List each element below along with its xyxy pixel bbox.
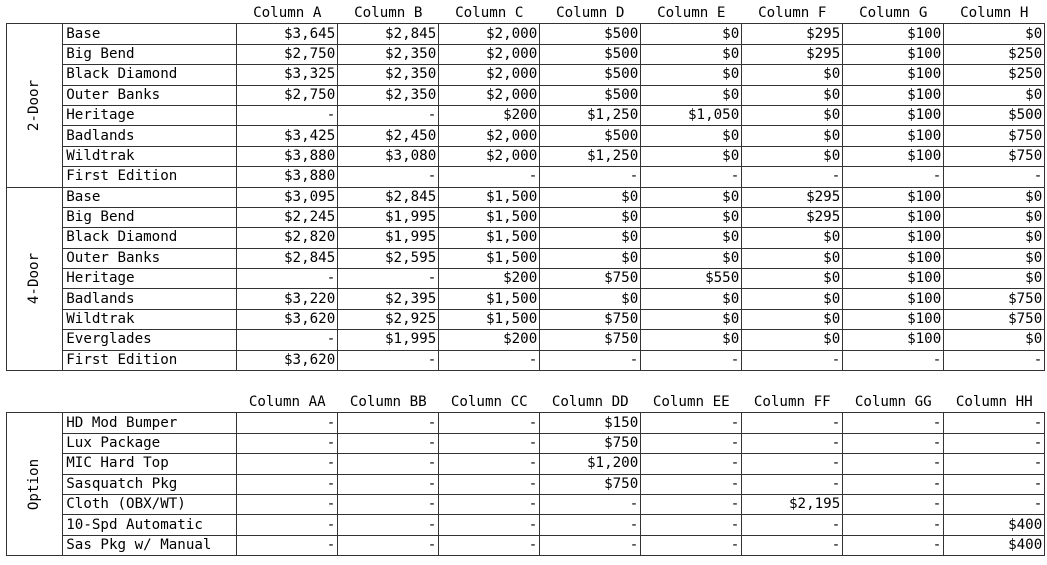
value-cell: $2,000 <box>439 146 540 166</box>
value-cell: $1,050 <box>641 105 742 125</box>
value-cell: $2,595 <box>338 248 439 268</box>
value-cell: $2,845 <box>338 24 439 44</box>
column-header-column-aa: Column AA <box>248 394 326 411</box>
value-cell: $295 <box>742 44 843 64</box>
value-cell: $0 <box>641 146 742 166</box>
value-cell: $0 <box>944 24 1045 44</box>
header-spacer <box>63 393 237 413</box>
value-cell: - <box>338 433 439 453</box>
value-cell: $3,620 <box>237 309 338 329</box>
value-cell: $3,880 <box>237 167 338 187</box>
table-row <box>7 85 1045 105</box>
value-cell: - <box>439 474 540 494</box>
row-label: Outer Banks <box>63 85 237 105</box>
value-cell: - <box>843 494 944 514</box>
value-cell: $0 <box>641 126 742 146</box>
value-cell: - <box>641 454 742 474</box>
table-row <box>7 433 1045 453</box>
value-cell: - <box>641 474 742 494</box>
value-cell: $100 <box>843 24 944 44</box>
value-cell: - <box>944 454 1045 474</box>
value-cell: $2,350 <box>338 44 439 64</box>
value-cell: - <box>742 535 843 555</box>
row-label: Wildtrak <box>63 309 237 329</box>
value-cell: $250 <box>944 65 1045 85</box>
value-cell: $100 <box>843 330 944 350</box>
value-cell: $750 <box>944 146 1045 166</box>
value-cell: $2,000 <box>439 44 540 64</box>
value-cell: $0 <box>641 187 742 207</box>
value-cell: $750 <box>944 126 1045 146</box>
value-cell: $1,995 <box>338 228 439 248</box>
value-cell: - <box>439 413 540 433</box>
value-cell: - <box>338 494 439 514</box>
row-label: Cloth (OBX/WT) <box>63 494 237 514</box>
value-cell: $1,500 <box>439 228 540 248</box>
value-cell: - <box>540 350 641 370</box>
value-cell: $0 <box>944 207 1045 227</box>
value-cell: $0 <box>641 309 742 329</box>
value-cell: $500 <box>540 126 641 146</box>
value-cell: - <box>338 413 439 433</box>
value-cell: $150 <box>540 413 641 433</box>
value-cell: - <box>944 433 1045 453</box>
row-label: MIC Hard Top <box>63 454 237 474</box>
value-cell: $3,325 <box>237 65 338 85</box>
value-cell: - <box>439 454 540 474</box>
value-cell: - <box>237 515 338 535</box>
value-cell: - <box>237 454 338 474</box>
table-row <box>7 167 1045 187</box>
value-cell: $2,000 <box>439 65 540 85</box>
row-label: Sasquatch Pkg <box>63 474 237 494</box>
value-cell: $2,195 <box>742 494 843 514</box>
value-cell: $100 <box>843 146 944 166</box>
value-cell: - <box>742 413 843 433</box>
value-cell: - <box>237 433 338 453</box>
value-cell: - <box>540 515 641 535</box>
value-cell: $0 <box>540 187 641 207</box>
value-cell: $500 <box>540 24 641 44</box>
row-label: Badlands <box>63 289 237 309</box>
value-cell: - <box>843 515 944 535</box>
value-cell: $0 <box>641 248 742 268</box>
value-cell: - <box>641 515 742 535</box>
row-label: First Edition <box>63 350 237 370</box>
table-row <box>7 126 1045 146</box>
group-label: 2-Door <box>26 79 43 132</box>
row-label: Base <box>63 187 237 207</box>
value-cell: $0 <box>540 289 641 309</box>
header-row <box>7 4 1045 24</box>
value-cell: $295 <box>742 187 843 207</box>
row-label: Everglades <box>63 330 237 350</box>
value-cell: $2,450 <box>338 126 439 146</box>
value-cell: - <box>338 350 439 370</box>
value-cell: $2,395 <box>338 289 439 309</box>
value-cell: - <box>439 494 540 514</box>
header-spacer <box>63 4 237 24</box>
table-row <box>7 474 1045 494</box>
value-cell: - <box>237 494 338 514</box>
row-label: Base <box>63 24 237 44</box>
value-cell: $0 <box>540 207 641 227</box>
value-cell: $0 <box>944 228 1045 248</box>
value-cell: $0 <box>641 44 742 64</box>
value-cell: $500 <box>944 105 1045 125</box>
value-cell: $2,820 <box>237 228 338 248</box>
value-cell: $0 <box>641 330 742 350</box>
value-cell: - <box>843 167 944 187</box>
value-cell: $0 <box>742 248 843 268</box>
value-cell: $1,500 <box>439 207 540 227</box>
value-cell: $200 <box>439 269 540 289</box>
value-cell: - <box>338 474 439 494</box>
value-cell: $100 <box>843 289 944 309</box>
value-cell: - <box>237 535 338 555</box>
value-cell: - <box>843 454 944 474</box>
value-cell: - <box>944 474 1045 494</box>
value-cell: - <box>843 535 944 555</box>
value-cell: $2,350 <box>338 65 439 85</box>
value-cell: $750 <box>944 309 1045 329</box>
value-cell: $100 <box>843 309 944 329</box>
value-cell: - <box>742 167 843 187</box>
table-row <box>7 65 1045 85</box>
value-cell: $0 <box>944 248 1045 268</box>
value-cell: $100 <box>843 44 944 64</box>
column-header-column-gg: Column GG <box>854 394 932 411</box>
value-cell: $2,350 <box>338 85 439 105</box>
value-cell: $500 <box>540 44 641 64</box>
value-cell: - <box>338 535 439 555</box>
table-row <box>7 228 1045 248</box>
group-option <box>7 413 1045 556</box>
value-cell: $0 <box>540 248 641 268</box>
value-cell: $0 <box>944 330 1045 350</box>
column-header-column-b: Column B <box>354 5 423 22</box>
value-cell: $1,500 <box>439 187 540 207</box>
value-cell: $2,750 <box>237 85 338 105</box>
value-cell: - <box>439 433 540 453</box>
value-cell: $2,925 <box>338 309 439 329</box>
table-row <box>7 454 1045 474</box>
value-cell: $100 <box>843 269 944 289</box>
value-cell: $1,250 <box>540 105 641 125</box>
value-cell: $0 <box>540 228 641 248</box>
value-cell: $0 <box>742 309 843 329</box>
value-cell: - <box>237 330 338 350</box>
row-label: Heritage <box>63 105 237 125</box>
value-cell: - <box>641 535 742 555</box>
value-cell: - <box>742 433 843 453</box>
value-cell: $0 <box>641 228 742 248</box>
value-cell: $400 <box>944 515 1045 535</box>
value-cell: $100 <box>843 105 944 125</box>
value-cell: - <box>742 515 843 535</box>
value-cell: $100 <box>843 85 944 105</box>
value-cell: $0 <box>742 330 843 350</box>
value-cell: $0 <box>742 289 843 309</box>
value-cell: - <box>742 474 843 494</box>
value-cell: $0 <box>742 85 843 105</box>
row-label: 10-Spd Automatic <box>63 515 237 535</box>
value-cell: - <box>843 474 944 494</box>
value-cell: $0 <box>641 24 742 44</box>
value-cell: $100 <box>843 65 944 85</box>
value-cell: $250 <box>944 44 1045 64</box>
table-row <box>7 44 1045 64</box>
value-cell: - <box>944 167 1045 187</box>
value-cell: $1,995 <box>338 330 439 350</box>
group-4-door <box>7 187 1045 371</box>
row-label: Wildtrak <box>63 146 237 166</box>
group-label: Option <box>26 458 43 510</box>
column-header-column-bb: Column BB <box>349 394 427 411</box>
value-cell: - <box>944 350 1045 370</box>
value-cell: $3,080 <box>338 146 439 166</box>
value-cell: $400 <box>944 535 1045 555</box>
value-cell: - <box>338 515 439 535</box>
value-cell: $0 <box>742 65 843 85</box>
column-header-column-hh: Column HH <box>955 394 1033 411</box>
table-row <box>7 289 1045 309</box>
column-header-column-ff: Column FF <box>753 394 831 411</box>
value-cell: $750 <box>540 474 641 494</box>
table-row <box>7 105 1045 125</box>
group-label-cell <box>7 187 63 371</box>
value-cell: - <box>843 433 944 453</box>
value-cell: - <box>641 350 742 370</box>
value-cell: - <box>944 413 1045 433</box>
value-cell: $0 <box>944 85 1045 105</box>
table-row <box>7 413 1045 433</box>
value-cell: $2,845 <box>338 187 439 207</box>
trim-pricing-table <box>6 4 1045 371</box>
value-cell: $0 <box>944 269 1045 289</box>
value-cell: $100 <box>843 248 944 268</box>
row-label: Big Bend <box>63 44 237 64</box>
value-cell: - <box>338 167 439 187</box>
value-cell: $0 <box>641 207 742 227</box>
option-pricing-table <box>6 393 1045 556</box>
value-cell: $2,000 <box>439 24 540 44</box>
value-cell: $3,425 <box>237 126 338 146</box>
value-cell: $3,620 <box>237 350 338 370</box>
value-cell: $0 <box>742 146 843 166</box>
table-row <box>7 330 1045 350</box>
column-header-column-dd: Column DD <box>551 394 629 411</box>
table-row <box>7 494 1045 514</box>
value-cell: $750 <box>540 269 641 289</box>
group-label-cell <box>7 413 63 556</box>
column-header-column-c: Column C <box>455 5 524 22</box>
table-row <box>7 248 1045 268</box>
value-cell: $100 <box>843 228 944 248</box>
value-cell: $750 <box>540 433 641 453</box>
value-cell: $1,500 <box>439 248 540 268</box>
row-label: Lux Package <box>63 433 237 453</box>
column-header-column-h: Column H <box>960 5 1029 22</box>
value-cell: - <box>641 494 742 514</box>
value-cell: - <box>439 535 540 555</box>
column-header-column-a: Column A <box>253 5 322 22</box>
value-cell: $200 <box>439 105 540 125</box>
value-cell: - <box>540 494 641 514</box>
value-cell: - <box>641 433 742 453</box>
column-header-column-cc: Column CC <box>450 394 528 411</box>
value-cell: - <box>338 105 439 125</box>
value-cell: $500 <box>540 65 641 85</box>
table-row <box>7 350 1045 370</box>
value-cell: $2,000 <box>439 126 540 146</box>
value-cell: - <box>237 269 338 289</box>
column-header-column-d: Column D <box>556 5 625 22</box>
value-cell: - <box>742 350 843 370</box>
table-row <box>7 24 1045 44</box>
value-cell: $1,500 <box>439 309 540 329</box>
value-cell: $0 <box>641 65 742 85</box>
value-cell: - <box>843 413 944 433</box>
group-2-door <box>7 24 1045 187</box>
value-cell: - <box>439 350 540 370</box>
column-header-column-ee: Column EE <box>652 394 730 411</box>
value-cell: $1,250 <box>540 146 641 166</box>
value-cell: - <box>338 269 439 289</box>
value-cell: $295 <box>742 24 843 44</box>
value-cell: - <box>237 105 338 125</box>
value-cell: $1,200 <box>540 454 641 474</box>
value-cell: - <box>540 167 641 187</box>
value-cell: $0 <box>944 187 1045 207</box>
row-label: Outer Banks <box>63 248 237 268</box>
table-row <box>7 269 1045 289</box>
value-cell: $0 <box>742 105 843 125</box>
value-cell: - <box>237 413 338 433</box>
value-cell: $0 <box>641 289 742 309</box>
row-label: Heritage <box>63 269 237 289</box>
row-label: First Edition <box>63 167 237 187</box>
value-cell: $1,500 <box>439 289 540 309</box>
value-cell: $0 <box>742 126 843 146</box>
value-cell: - <box>338 454 439 474</box>
value-cell: $0 <box>742 228 843 248</box>
column-header-column-g: Column G <box>859 5 928 22</box>
value-cell: $3,095 <box>237 187 338 207</box>
column-header-column-f: Column F <box>758 5 827 22</box>
value-cell: $100 <box>843 126 944 146</box>
value-cell: $500 <box>540 85 641 105</box>
value-cell: $2,845 <box>237 248 338 268</box>
value-cell: $3,220 <box>237 289 338 309</box>
group-label-cell <box>7 24 63 187</box>
value-cell: $2,000 <box>439 85 540 105</box>
value-cell: $0 <box>742 269 843 289</box>
row-label: Black Diamond <box>63 228 237 248</box>
value-cell: - <box>843 350 944 370</box>
row-label: Sas Pkg w/ Manual <box>63 535 237 555</box>
value-cell: $3,880 <box>237 146 338 166</box>
value-cell: - <box>742 454 843 474</box>
value-cell: - <box>540 535 641 555</box>
row-label: HD Mod Bumper <box>63 413 237 433</box>
value-cell: $100 <box>843 207 944 227</box>
value-cell: $200 <box>439 330 540 350</box>
header-row <box>7 393 1045 413</box>
row-label: Badlands <box>63 126 237 146</box>
value-cell: - <box>439 167 540 187</box>
value-cell: $750 <box>540 330 641 350</box>
value-cell: - <box>439 515 540 535</box>
value-cell: $295 <box>742 207 843 227</box>
table-row <box>7 309 1045 329</box>
value-cell: - <box>944 494 1045 514</box>
value-cell: $0 <box>641 85 742 105</box>
group-label: 4-Door <box>26 253 43 305</box>
value-cell: $750 <box>540 309 641 329</box>
value-cell: $1,995 <box>338 207 439 227</box>
table-row <box>7 187 1045 207</box>
value-cell: - <box>641 167 742 187</box>
header-spacer <box>7 4 63 24</box>
value-cell: $3,645 <box>237 24 338 44</box>
table-row <box>7 146 1045 166</box>
value-cell: $2,750 <box>237 44 338 64</box>
table-row <box>7 535 1045 555</box>
value-cell: - <box>237 474 338 494</box>
column-header-column-e: Column E <box>657 5 726 22</box>
value-cell: $100 <box>843 187 944 207</box>
row-label: Big Bend <box>63 207 237 227</box>
row-label: Black Diamond <box>63 65 237 85</box>
table-row <box>7 515 1045 535</box>
value-cell: - <box>641 413 742 433</box>
value-cell: $2,245 <box>237 207 338 227</box>
header-spacer <box>7 393 63 413</box>
table-row <box>7 207 1045 227</box>
value-cell: $750 <box>944 289 1045 309</box>
value-cell: $550 <box>641 269 742 289</box>
